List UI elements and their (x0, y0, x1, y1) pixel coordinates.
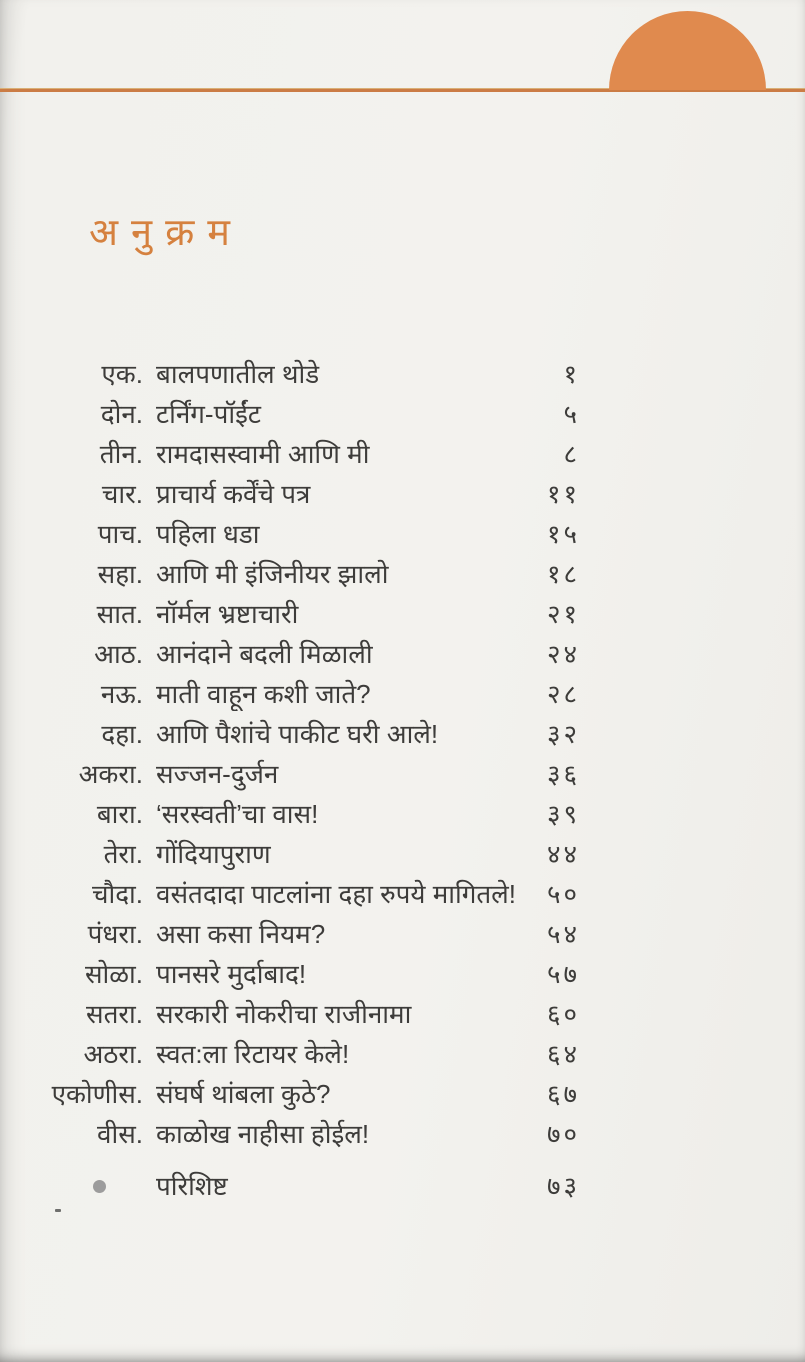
toc-entry (40, 833, 580, 873)
toc-entry-page: ६४ (546, 1039, 580, 1069)
toc-entry (40, 1033, 580, 1073)
toc-entry-page: १ (563, 359, 580, 389)
toc-list (40, 353, 580, 1153)
toc-entry-title: गोंदियापुराण (156, 839, 271, 869)
toc-entry-page: ५ (563, 399, 580, 429)
scan-speck (55, 1209, 61, 1212)
toc-entry-ordinal: चौदा. (91, 879, 143, 909)
toc-entry-title: ‘सरस्वती’चा वास! (156, 799, 319, 829)
toc-entry (40, 953, 580, 993)
toc-entry-ordinal: सतरा. (86, 999, 143, 1029)
toc-entry-ordinal: तीन. (99, 439, 143, 469)
bullet-icon (93, 1180, 106, 1193)
toc-appendix-row (40, 1165, 580, 1205)
toc-entry-page: ३६ (546, 759, 580, 789)
toc-entry-ordinal: नऊ. (100, 679, 143, 709)
toc-appendix-page: ७३ (546, 1171, 580, 1201)
orange-dome-decoration (609, 11, 766, 90)
toc-entry-ordinal: सहा. (97, 559, 143, 589)
toc-entry-ordinal: अकरा. (78, 759, 143, 789)
toc-entry-page: ३२ (546, 719, 580, 749)
toc-entry-title: संघर्ष थांबला कुठे? (156, 1079, 331, 1109)
toc-entry-title: माती वाहून कशी जाते? (156, 679, 371, 709)
toc-entry-ordinal: चार. (101, 479, 143, 509)
toc-entry-title: सरकारी नोकरीचा राजीनामा (156, 999, 412, 1029)
toc-entry-title: बालपणातील थोडे (156, 359, 320, 389)
toc-entry-title: प्राचार्य कर्वेंचे पत्र (156, 479, 311, 509)
toc-entry-ordinal: एकोणीस. (51, 1079, 143, 1109)
toc-entry-title: टर्निंग-पॉईंट (156, 399, 261, 429)
toc-entry (40, 553, 580, 593)
toc-entry-page: ४४ (546, 839, 580, 869)
toc-entry (40, 793, 580, 833)
toc-entry-title: स्वत:ला रिटायर केले! (156, 1039, 350, 1069)
toc-entry-title: पहिला धडा (156, 519, 260, 549)
toc-entry-page: ५७ (546, 959, 580, 989)
toc-entry-page: ७० (546, 1119, 580, 1149)
toc-entry (40, 393, 580, 433)
toc-entry-ordinal: एक. (101, 359, 143, 389)
toc-entry-ordinal: दहा. (101, 719, 143, 749)
toc-entry (40, 753, 580, 793)
toc-appendix-ordinal (40, 1170, 143, 1201)
toc-entry-page: ६७ (546, 1079, 580, 1109)
toc-entry-page: १५ (546, 519, 580, 549)
toc-appendix-title: परिशिष्ट (156, 1171, 228, 1201)
toc-entry (40, 713, 580, 753)
toc-entry-title: सज्जन-दुर्जन (156, 759, 279, 789)
toc-entry-ordinal: दोन. (100, 399, 143, 429)
toc-entry-ordinal: सोळा. (84, 959, 143, 989)
toc-entry-page: ५० (546, 879, 580, 909)
toc-entry-title: असा कसा नियम? (156, 919, 326, 949)
toc-entry (40, 433, 580, 473)
toc-entry-title: नॉर्मल भ्रष्टाचारी (156, 599, 299, 629)
toc-entry (40, 1073, 580, 1113)
toc-entry-ordinal: वीस. (97, 1119, 143, 1149)
toc-entry-page: ५४ (546, 919, 580, 949)
toc-entry-title: वसंतदादा पाटलांना दहा रुपये मागितले! (156, 879, 517, 909)
toc-entry-title: आनंदाने बदली मिळाली (156, 639, 373, 669)
toc-entry (40, 593, 580, 633)
toc-entry (40, 993, 580, 1033)
toc-entry-ordinal: सात. (96, 599, 143, 629)
toc-entry-page: ६० (546, 999, 580, 1029)
toc-entry (40, 633, 580, 673)
toc-entry-page: २१ (546, 599, 580, 629)
toc-entry-ordinal: पाच. (97, 519, 143, 549)
toc-entry (40, 513, 580, 553)
toc-entry-title: पानसरे मुर्दाबाद! (156, 959, 307, 989)
toc-entry-ordinal: पंधरा. (87, 919, 143, 949)
toc-entry-page: १८ (546, 559, 580, 589)
toc-entry-ordinal: तेरा. (103, 839, 143, 869)
page-title: अनुक्रम (89, 212, 244, 254)
toc-entry-page: ८ (563, 439, 580, 469)
toc-entry-ordinal: अठरा. (83, 1039, 143, 1069)
toc-entry-page: ३९ (546, 799, 580, 829)
toc-entry (40, 473, 580, 513)
toc-entry (40, 913, 580, 953)
toc-entry-ordinal: बारा. (96, 799, 143, 829)
toc-entry-page: ११ (546, 479, 580, 509)
toc-entry (40, 1113, 580, 1153)
toc-entry-title: रामदासस्वामी आणि मी (156, 439, 370, 469)
toc-entry (40, 353, 580, 393)
toc-entry-page: २४ (546, 639, 580, 669)
toc-entry-title: काळोख नाहीसा होईल! (156, 1119, 370, 1149)
toc-entry-ordinal: आठ. (94, 639, 143, 669)
toc-entry (40, 873, 580, 913)
toc-entry-page: २८ (546, 679, 580, 709)
toc-entry (40, 673, 580, 713)
toc-entry-title: आणि मी इंजिनीयर झालो (156, 559, 389, 589)
toc-entry-title: आणि पैशांचे पाकीट घरी आले! (156, 719, 439, 749)
